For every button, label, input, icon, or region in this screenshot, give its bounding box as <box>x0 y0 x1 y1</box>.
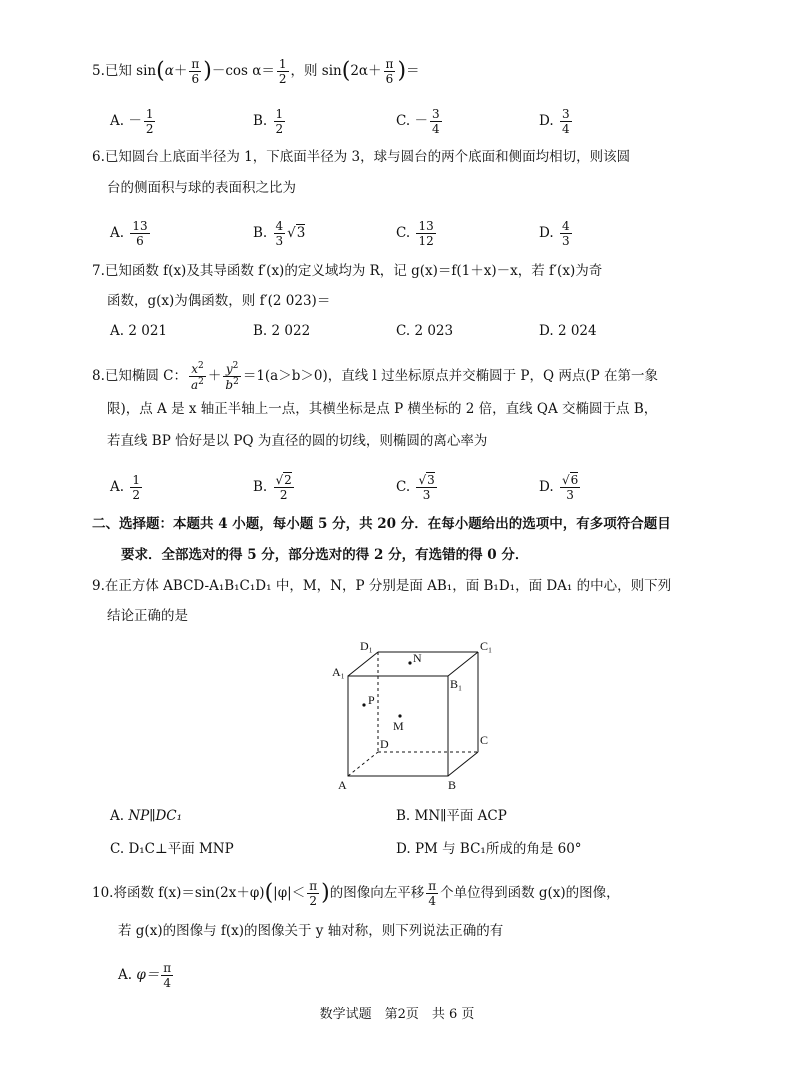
q5-option-a[interactable]: A. － $\frac{1}{2}$ <box>110 107 154 136</box>
label-b1: B₁ <box>450 677 463 691</box>
q6-stem-line2: 台的侧面积与球的表面积之比为 <box>107 180 296 196</box>
q7-option-a[interactable]: A. 2 021 <box>110 323 167 339</box>
label-a1: A₁ <box>332 665 345 679</box>
q7-option-d[interactable]: D. 2 024 <box>539 323 597 339</box>
q9-stem-line2: 结论正确的是 <box>107 608 188 624</box>
q7-stem-line1: 7.已知函数 f(x)及其导函数 f′(x)的定义域均为 R，记 g(x)＝f(1＋x)－x，若 f′(x)为奇 <box>92 263 603 279</box>
q7-stem-line2: 函数，g(x)为偶函数，则 f′(2 023)＝ <box>107 293 331 309</box>
q5-option-d[interactable]: D. $\frac{3}{4}$ <box>539 107 570 136</box>
q9-stem-line1: 9.在正方体 ABCD-A₁B₁C₁D₁ 中，M，N，P 分别是面 AB₁，面 B₁D₁，面 DA₁ 的中心，则下列 <box>92 578 672 594</box>
q6-option-a[interactable]: A. $\frac{13}{6}$ <box>110 219 148 248</box>
q9-option-a[interactable]: A. NP∥DC₁ <box>110 808 183 824</box>
point-n-dot <box>408 661 411 664</box>
q9-option-d[interactable]: D. PM 与 BC₁所成的角是 60° <box>396 841 582 857</box>
label-d1: D₁ <box>360 639 373 653</box>
page-footer: 数学试题 第2页 共 6 页 <box>319 1007 475 1022</box>
q6-option-b[interactable]: B. $\frac{4}{3}$ √3 <box>253 219 306 248</box>
q10-stem-line2: 若 g(x)的图像与 f(x)的图像关于 y 轴对称，则下列说法正确的有 <box>118 923 504 939</box>
cube-hidden-edge-ad <box>348 752 378 776</box>
q9-option-c[interactable]: C. D₁C⊥平面 MNP <box>110 841 234 857</box>
cube-edge-b1c1 <box>448 652 478 676</box>
q6-option-c[interactable]: C. $\frac{13}{12}$ <box>396 219 434 248</box>
q9-option-b[interactable]: B. MN∥平面 ACP <box>396 808 507 824</box>
point-p-dot <box>362 703 365 706</box>
label-c: C <box>480 733 489 747</box>
q8-stem-line1: 8.已知椭圆 C： $\frac{x^2}{a^2}$ ＋ $\frac{y^2}{b^2}$ ＝1(a＞b＞0)，直线 l 过坐标原点并交椭圆于 P，Q 两点(P 在第一象 <box>92 361 659 392</box>
q5-option-b[interactable]: B. $\frac{1}{2}$ <box>253 107 284 136</box>
q8-option-c[interactable]: C. $\frac{√3}{3}$ <box>396 473 435 502</box>
q8-option-b[interactable]: B. $\frac{√2}{2}$ <box>253 473 292 502</box>
section2-heading-line2: 要求．全部选对的得 5 分，部分选对的得 2 分，有选错的得 0 分． <box>121 547 529 563</box>
point-m-dot <box>398 714 401 717</box>
q7-option-c[interactable]: C. 2 023 <box>396 323 454 339</box>
q10-stem-line1: 10.将函数 f(x)＝sin(2x＋φ)(|φ|＜ $\frac{\pi}{2}$ )的图像向左平移 $\frac{\pi}{4}$ 个单位得到函数 g(x)的图像， <box>92 879 620 908</box>
q8-stem-line2: 限)，点 A 是 x 轴正半轴上一点，其横坐标是点 P 横坐标的 2 倍，直线 QA 交椭圆于点 B， <box>107 401 658 417</box>
cube-edge-bc <box>448 752 478 776</box>
q5-stem: 5.已知 sin(α＋ $\frac{\pi}{6}$ )－cos α＝ $\frac{1}{2}$ ，则 sin(2α＋ $\frac{\pi}{6}$ )＝ <box>92 57 420 86</box>
label-b: B <box>448 778 457 792</box>
q8-option-d[interactable]: D. $\frac{√6}{3}$ <box>539 473 579 502</box>
q10-option-a[interactable]: A. φ＝ $\frac{\pi}{4}$ <box>118 961 172 990</box>
label-a: A <box>338 778 347 792</box>
cube-figure <box>320 636 500 796</box>
section2-heading-line1: 二、选择题：本题共 4 小题，每小题 5 分，共 20 分．在每小题给出的选项中，有多项符合题目 <box>92 516 671 532</box>
label-d: D <box>380 737 389 751</box>
q8-option-a[interactable]: A. $\frac{1}{2}$ <box>110 473 140 502</box>
q6-stem-line1: 6.已知圆台上底面半径为 1，下底面半径为 3，球与圆台的两个底面和侧面均相切，则该圆 <box>92 149 631 165</box>
label-n: N <box>413 651 422 665</box>
q5-option-c[interactable]: C. － $\frac{3}{4}$ <box>396 107 440 136</box>
label-p: P <box>368 693 375 707</box>
label-m: M <box>393 719 404 733</box>
q6-option-d[interactable]: D. $\frac{4}{3}$ <box>539 219 570 248</box>
q8-stem-line3: 若直线 BP 恰好是以 PQ 为直径的圆的切线，则椭圆的离心率为 <box>107 433 488 449</box>
cube-edge-a1d1 <box>348 652 378 676</box>
q7-option-b[interactable]: B. 2 022 <box>253 323 311 339</box>
label-c1: C₁ <box>480 639 493 653</box>
